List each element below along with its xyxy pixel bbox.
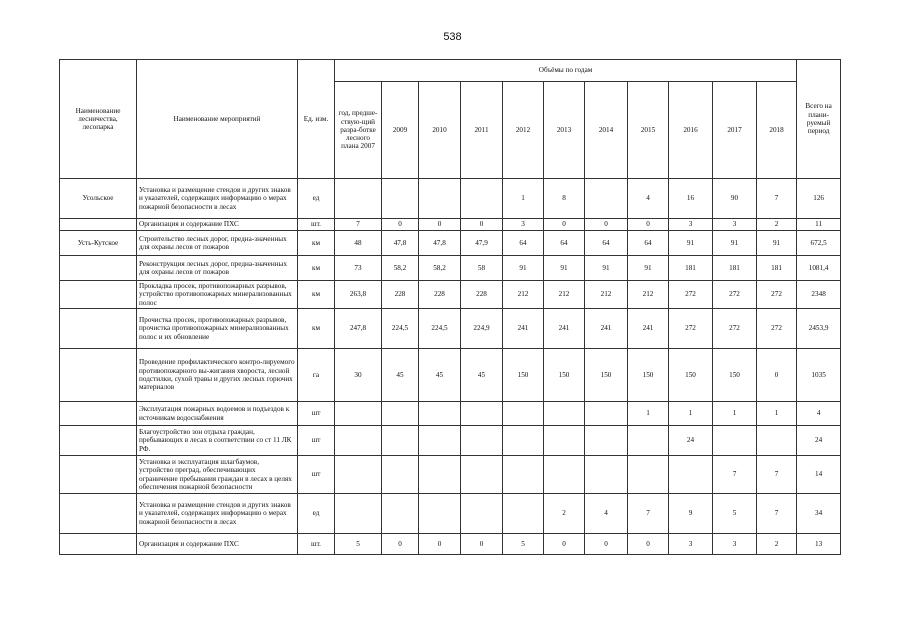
- value-cell: [585, 402, 628, 426]
- value-cell: 91: [503, 256, 544, 281]
- value-cell: [503, 456, 544, 494]
- value-cell: [628, 426, 669, 456]
- value-cell: [419, 456, 461, 494]
- value-cell: 91: [713, 231, 757, 256]
- value-cell: 64: [503, 231, 544, 256]
- table-row: [60, 534, 841, 555]
- value-cell: 224,5: [382, 309, 419, 349]
- header-years-group: Объёмы по годам: [335, 60, 797, 82]
- value-cell: 0: [628, 534, 669, 555]
- value-cell: 181: [713, 256, 757, 281]
- value-cell: [382, 494, 419, 534]
- measure-cell: Строительство лесных дорог, предна-значенных для охраны лесов от пожаров: [137, 231, 298, 256]
- value-cell: 2: [544, 494, 585, 534]
- value-cell: 5: [503, 534, 544, 555]
- unit-cell: шт: [298, 426, 335, 456]
- value-cell: 212: [585, 281, 628, 309]
- unit-cell: км: [298, 309, 335, 349]
- unit-cell: ед: [298, 179, 335, 219]
- value-cell: 272: [713, 309, 757, 349]
- value-cell: 45: [382, 349, 419, 402]
- header-measure: Наименование мероприятий: [137, 60, 298, 179]
- value-cell: [757, 426, 797, 456]
- value-cell: 64: [544, 231, 585, 256]
- unit-cell: шт.: [298, 219, 335, 231]
- value-cell: 64: [628, 231, 669, 256]
- value-cell: 73: [335, 256, 382, 281]
- value-cell: 1: [757, 402, 797, 426]
- value-cell: 5: [335, 534, 382, 555]
- value-cell: 228: [382, 281, 419, 309]
- value-cell: 1081,4: [797, 256, 841, 281]
- value-cell: 241: [628, 309, 669, 349]
- forestry-cell: [60, 456, 137, 494]
- measure-cell: Благоустройство зон отдыха граждан, пребывающих в лесах в соответствии со ст 11 ЛК РФ.: [137, 426, 298, 456]
- table-row: [60, 309, 841, 349]
- value-cell: [461, 494, 503, 534]
- page-number: 538: [443, 31, 462, 43]
- value-cell: 91: [669, 231, 713, 256]
- value-cell: [419, 426, 461, 456]
- value-cell: [461, 456, 503, 494]
- forestry-cell: Усть-Кутское: [60, 231, 137, 256]
- value-cell: 181: [757, 256, 797, 281]
- value-cell: 8: [544, 179, 585, 219]
- value-cell: [713, 426, 757, 456]
- value-cell: 0: [585, 219, 628, 231]
- value-cell: 2: [757, 534, 797, 555]
- value-cell: 90: [713, 179, 757, 219]
- value-cell: 0: [757, 349, 797, 402]
- value-cell: 30: [335, 349, 382, 402]
- table-row: [60, 494, 841, 534]
- value-cell: 7: [713, 456, 757, 494]
- value-cell: [419, 179, 461, 219]
- value-cell: 126: [797, 179, 841, 219]
- value-cell: 224,5: [419, 309, 461, 349]
- forestry-cell: [60, 256, 137, 281]
- value-cell: 47,8: [419, 231, 461, 256]
- value-cell: [544, 456, 585, 494]
- value-cell: 2453,9: [797, 309, 841, 349]
- value-cell: 0: [628, 219, 669, 231]
- measure-cell: Установка и размещение стендов и других знаков и указателей, содержащих информацию о мерах пожарной безопасности в лесах: [137, 179, 298, 219]
- value-cell: 241: [503, 309, 544, 349]
- value-cell: 150: [628, 349, 669, 402]
- value-cell: [585, 456, 628, 494]
- value-cell: 0: [461, 534, 503, 555]
- value-cell: 45: [461, 349, 503, 402]
- header-year: 2010: [419, 82, 461, 179]
- value-cell: 0: [461, 219, 503, 231]
- value-cell: 13: [797, 534, 841, 555]
- table-row: [60, 402, 841, 426]
- value-cell: 4: [628, 179, 669, 219]
- unit-cell: га: [298, 349, 335, 402]
- value-cell: 212: [544, 281, 585, 309]
- value-cell: [335, 494, 382, 534]
- value-cell: 272: [713, 281, 757, 309]
- header-year: 2015: [628, 82, 669, 179]
- value-cell: 0: [544, 534, 585, 555]
- value-cell: 24: [669, 426, 713, 456]
- measure-cell: Реконструкция лесных дорог, предна-значенных для охраны лесов от пожаров: [137, 256, 298, 281]
- value-cell: 91: [757, 231, 797, 256]
- unit-cell: шт: [298, 402, 335, 426]
- value-cell: [419, 494, 461, 534]
- value-cell: 1: [669, 402, 713, 426]
- value-cell: 47,9: [461, 231, 503, 256]
- value-cell: 0: [382, 219, 419, 231]
- value-cell: 16: [669, 179, 713, 219]
- value-cell: 7: [757, 456, 797, 494]
- value-cell: 228: [419, 281, 461, 309]
- measure-cell: Проведение профилактического контро-лируемого противопожарного вы-жигания хвороста, лесной подстилки, сухой травы и других лесных горючих материалов: [137, 349, 298, 402]
- value-cell: 1035: [797, 349, 841, 402]
- value-cell: 672,5: [797, 231, 841, 256]
- value-cell: [669, 456, 713, 494]
- value-cell: 228: [461, 281, 503, 309]
- table-row: [60, 179, 841, 219]
- unit-cell: км: [298, 231, 335, 256]
- value-cell: 272: [757, 309, 797, 349]
- value-cell: 7: [757, 179, 797, 219]
- table-row: [60, 281, 841, 309]
- value-cell: 150: [713, 349, 757, 402]
- forestry-cell: [60, 349, 137, 402]
- header-forestry: Наименование лесничества, лесопарка: [60, 60, 137, 179]
- value-cell: [419, 402, 461, 426]
- value-cell: 58: [461, 256, 503, 281]
- value-cell: [461, 426, 503, 456]
- table-row: [60, 426, 841, 456]
- value-cell: 58,2: [382, 256, 419, 281]
- header-year: 2014: [585, 82, 628, 179]
- forestry-cell: [60, 534, 137, 555]
- table-row: [60, 349, 841, 402]
- value-cell: 150: [503, 349, 544, 402]
- table-body: [60, 179, 841, 555]
- header-year: 2016: [669, 82, 713, 179]
- measure-cell: Установка и размещение стендов и других знаков и указателей, содержащих информацию о мерах пожарной безопасности в лесах: [137, 494, 298, 534]
- value-cell: 272: [757, 281, 797, 309]
- value-cell: 91: [544, 256, 585, 281]
- header-year: 2009: [382, 82, 419, 179]
- forestry-cell: [60, 281, 137, 309]
- unit-cell: шт.: [298, 534, 335, 555]
- measure-cell: Установка и эксплуатация шлагбаумов, устройство преград, обеспечивающих ограничение пребывания граждан в лесах в целях обеспечения пожарной безопасности: [137, 456, 298, 494]
- value-cell: [503, 402, 544, 426]
- value-cell: 3: [713, 534, 757, 555]
- unit-cell: шт: [298, 456, 335, 494]
- forestry-cell: [60, 426, 137, 456]
- table-row: [60, 219, 841, 231]
- value-cell: 24: [797, 426, 841, 456]
- value-cell: 0: [419, 219, 461, 231]
- measure-cell: Прочистка просек, противопожарных разрывов, прочистка противопожарных минерализованных полос и их обновление: [137, 309, 298, 349]
- table-row: [60, 256, 841, 281]
- value-cell: [503, 426, 544, 456]
- value-cell: 0: [419, 534, 461, 555]
- value-cell: 4: [797, 402, 841, 426]
- header-base-year: год, предше-ствую-щий разра-ботке лесного плана 2007: [335, 82, 382, 179]
- value-cell: 5: [713, 494, 757, 534]
- value-cell: 47,8: [382, 231, 419, 256]
- value-cell: 241: [585, 309, 628, 349]
- value-cell: 212: [628, 281, 669, 309]
- value-cell: 3: [669, 219, 713, 231]
- value-cell: 1: [628, 402, 669, 426]
- value-cell: 7: [628, 494, 669, 534]
- value-cell: [382, 426, 419, 456]
- value-cell: 58,2: [419, 256, 461, 281]
- value-cell: 4: [585, 494, 628, 534]
- header-year: 2011: [461, 82, 503, 179]
- measure-cell: Прокладка просек, противопожарных разрывов, устройство противопожарных минерализованных полос: [137, 281, 298, 309]
- value-cell: 263,8: [335, 281, 382, 309]
- value-cell: 272: [669, 309, 713, 349]
- forestry-cell: Усольское: [60, 179, 137, 219]
- value-cell: [382, 179, 419, 219]
- header-total: Всего на плани-руемый период: [797, 60, 841, 179]
- value-cell: 1: [713, 402, 757, 426]
- unit-cell: км: [298, 281, 335, 309]
- value-cell: 150: [585, 349, 628, 402]
- value-cell: 91: [628, 256, 669, 281]
- value-cell: 11: [797, 219, 841, 231]
- value-cell: [335, 179, 382, 219]
- value-cell: 3: [669, 534, 713, 555]
- value-cell: 34: [797, 494, 841, 534]
- value-cell: [585, 179, 628, 219]
- value-cell: 1: [503, 179, 544, 219]
- value-cell: 3: [713, 219, 757, 231]
- value-cell: [585, 426, 628, 456]
- value-cell: 45: [419, 349, 461, 402]
- value-cell: [335, 402, 382, 426]
- value-cell: [461, 179, 503, 219]
- value-cell: 241: [544, 309, 585, 349]
- value-cell: 224,9: [461, 309, 503, 349]
- measure-cell: Эксплуатация пожарных водоемов и подъездов к источникам водоснабжения: [137, 402, 298, 426]
- value-cell: 150: [544, 349, 585, 402]
- value-cell: 181: [669, 256, 713, 281]
- value-cell: 0: [585, 534, 628, 555]
- unit-cell: км: [298, 256, 335, 281]
- table-row: [60, 231, 841, 256]
- value-cell: 247,8: [335, 309, 382, 349]
- forestry-cell: [60, 309, 137, 349]
- value-cell: [544, 402, 585, 426]
- value-cell: 0: [544, 219, 585, 231]
- value-cell: 2348: [797, 281, 841, 309]
- forestry-cell: [60, 219, 137, 231]
- header-year: 2012: [503, 82, 544, 179]
- value-cell: 9: [669, 494, 713, 534]
- table-row: [60, 456, 841, 494]
- value-cell: 48: [335, 231, 382, 256]
- value-cell: [382, 402, 419, 426]
- unit-cell: ед: [298, 494, 335, 534]
- value-cell: 7: [335, 219, 382, 231]
- value-cell: 64: [585, 231, 628, 256]
- value-cell: [628, 456, 669, 494]
- value-cell: 0: [382, 534, 419, 555]
- value-cell: [503, 494, 544, 534]
- value-cell: 2: [757, 219, 797, 231]
- value-cell: 212: [503, 281, 544, 309]
- measures-table: [59, 59, 841, 555]
- value-cell: 91: [585, 256, 628, 281]
- header-year: 2013: [544, 82, 585, 179]
- forestry-cell: [60, 494, 137, 534]
- value-cell: 272: [669, 281, 713, 309]
- header-year: 2018: [757, 82, 797, 179]
- measure-cell: Организация и содержание ПХС: [137, 219, 298, 231]
- header-year: 2017: [713, 82, 757, 179]
- value-cell: [335, 426, 382, 456]
- value-cell: [544, 426, 585, 456]
- value-cell: [335, 456, 382, 494]
- value-cell: 14: [797, 456, 841, 494]
- forestry-cell: [60, 402, 137, 426]
- header-unit: Ед. изм.: [298, 60, 335, 179]
- value-cell: 150: [669, 349, 713, 402]
- value-cell: 7: [757, 494, 797, 534]
- value-cell: [382, 456, 419, 494]
- value-cell: 3: [503, 219, 544, 231]
- measure-cell: Организация и содержание ПХС: [137, 534, 298, 555]
- value-cell: [461, 402, 503, 426]
